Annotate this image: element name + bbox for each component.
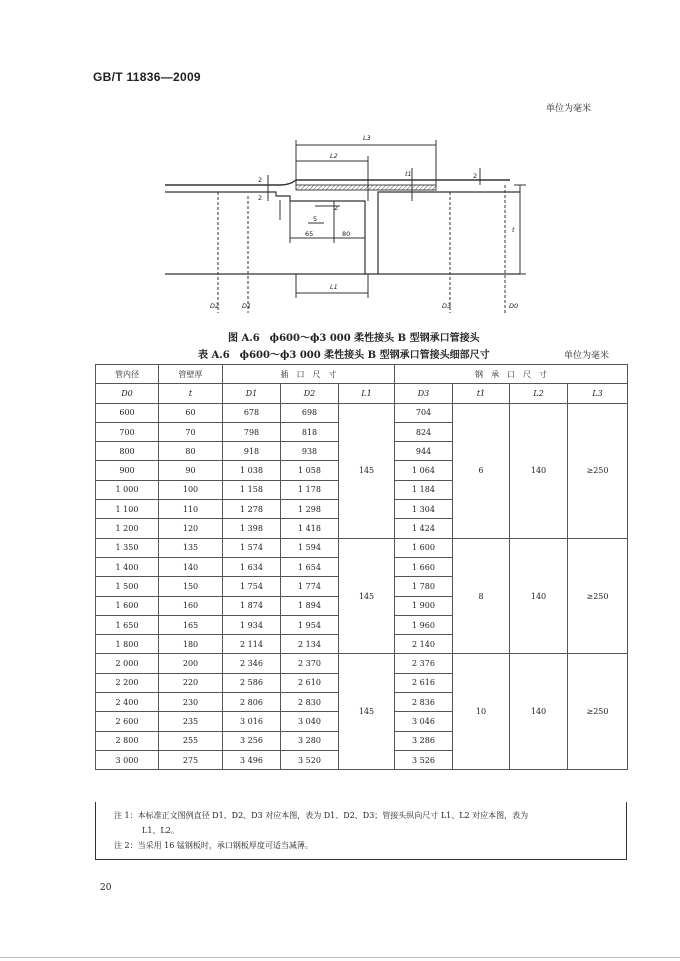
- header-socket: 钢 承 口 尺 寸: [395, 365, 628, 384]
- cell-d2: 698: [281, 403, 339, 422]
- cell-d3: 1 960: [395, 615, 453, 634]
- dim-2-b: 2: [258, 194, 263, 202]
- cell-d1: 3 016: [223, 712, 281, 731]
- cell-t: 220: [159, 673, 223, 692]
- header-spigot: 插 口 尺 寸: [223, 365, 395, 384]
- cell-d0: 2 400: [96, 693, 159, 712]
- label-d1: D1: [242, 302, 252, 310]
- cell-l2: 140: [510, 538, 568, 654]
- cell-d1: 1 574: [223, 538, 281, 557]
- cell-d3: 1 424: [395, 519, 453, 538]
- cell-t: 160: [159, 596, 223, 615]
- cell-d1: 1 278: [223, 500, 281, 519]
- standard-number: GB/T 11836—2009: [93, 70, 201, 84]
- cell-d3: 3 286: [395, 731, 453, 750]
- dim-5: 5: [313, 215, 318, 223]
- cell-d3: 944: [395, 442, 453, 461]
- cell-d1: 1 634: [223, 557, 281, 576]
- header-wall-thickness: 管壁厚: [159, 365, 223, 384]
- cell-d1: 2 586: [223, 673, 281, 692]
- cell-d1: 2 114: [223, 635, 281, 654]
- cell-t: 140: [159, 557, 223, 576]
- dim-2-c: 2: [473, 172, 478, 180]
- cell-d3: 704: [395, 403, 453, 422]
- subheader-d2: D2: [281, 384, 339, 403]
- cell-d3: 1 304: [395, 500, 453, 519]
- cell-t: 110: [159, 500, 223, 519]
- table-row: [96, 403, 628, 422]
- cell-d2: 1 178: [281, 480, 339, 499]
- cell-d3: 2 376: [395, 654, 453, 673]
- cell-d1: 1 754: [223, 577, 281, 596]
- cell-d1: 1 398: [223, 519, 281, 538]
- table-row: [96, 654, 628, 673]
- cell-d3: 1 900: [395, 596, 453, 615]
- cell-d2: 2 370: [281, 654, 339, 673]
- subheader-l3: L3: [568, 384, 628, 403]
- dim-80: 80: [342, 230, 351, 238]
- cell-t: 165: [159, 615, 223, 634]
- cell-t: 275: [159, 750, 223, 769]
- page-number: 20: [100, 883, 112, 893]
- cell-t: 120: [159, 519, 223, 538]
- cell-t: 230: [159, 693, 223, 712]
- cell-d1: 2 806: [223, 693, 281, 712]
- cell-d2: 1 298: [281, 500, 339, 519]
- dim-2-d: 2: [334, 204, 339, 212]
- note-2: 注 2：当采用 16 锰钢板时，承口钢板厚度可适当减薄。: [114, 841, 313, 850]
- cell-d3: 2 616: [395, 673, 453, 692]
- cell-d2: 1 774: [281, 577, 339, 596]
- cell-t: 60: [159, 403, 223, 422]
- subheader-d3: D3: [395, 384, 453, 403]
- cell-t: 100: [159, 480, 223, 499]
- joint-drawing: [150, 128, 530, 336]
- label-t1: t1: [405, 170, 412, 178]
- cell-d0: 800: [96, 442, 159, 461]
- cell-d2: 1 894: [281, 596, 339, 615]
- cell-d1: 798: [223, 422, 281, 441]
- cell-d0: 600: [96, 403, 159, 422]
- cell-l2: 140: [510, 403, 568, 538]
- subheader-row: [96, 384, 628, 403]
- cell-d0: 2 200: [96, 673, 159, 692]
- cell-l1: 145: [339, 538, 395, 654]
- label-l1: L1: [330, 283, 338, 291]
- cell-d0: 1 800: [96, 635, 159, 654]
- table-notes: [95, 802, 627, 860]
- table-unit-label: 单位为毫米: [564, 351, 610, 361]
- footer-rule: [0, 957, 680, 958]
- cell-d0: 1 650: [96, 615, 159, 634]
- figure-caption: 图 A.6 ϕ600～ϕ3 000 柔性接头 B 型钢承口管接头: [228, 333, 480, 344]
- cell-d0: 2 600: [96, 712, 159, 731]
- cell-d3: 3 526: [395, 750, 453, 769]
- cell-d0: 2 000: [96, 654, 159, 673]
- cell-l3: ≥250: [568, 403, 628, 538]
- cell-d1: 678: [223, 403, 281, 422]
- cell-d0: 1 400: [96, 557, 159, 576]
- cell-d2: 938: [281, 442, 339, 461]
- cell-d3: 1 600: [395, 538, 453, 557]
- cell-t: 135: [159, 538, 223, 557]
- cell-t: 235: [159, 712, 223, 731]
- cell-l3: ≥250: [568, 654, 628, 770]
- cell-d0: 1 200: [96, 519, 159, 538]
- label-t: t: [512, 226, 515, 234]
- cell-d1: 3 496: [223, 750, 281, 769]
- dimension-table: [95, 364, 628, 770]
- cell-t: 80: [159, 442, 223, 461]
- cell-d2: 2 610: [281, 673, 339, 692]
- dim-2-a: 2: [258, 176, 263, 184]
- table-row: [96, 538, 628, 557]
- cell-d1: 918: [223, 442, 281, 461]
- cell-d1: 1 934: [223, 615, 281, 634]
- label-l2: L2: [330, 152, 338, 160]
- cell-d2: 3 040: [281, 712, 339, 731]
- cell-d2: 2 830: [281, 693, 339, 712]
- subheader-t1: t1: [453, 384, 510, 403]
- label-d3: D3: [442, 302, 452, 310]
- cell-d2: 2 134: [281, 635, 339, 654]
- cell-d2: 1 418: [281, 519, 339, 538]
- cell-l1: 145: [339, 654, 395, 770]
- cell-t1: 8: [453, 538, 510, 654]
- cell-d2: 1 058: [281, 461, 339, 480]
- subheader-d1: D1: [223, 384, 281, 403]
- cell-t: 180: [159, 635, 223, 654]
- cell-d3: 1 660: [395, 557, 453, 576]
- cell-d0: 1 600: [96, 596, 159, 615]
- header-inner-diameter: 管内径: [96, 365, 159, 384]
- note-1-continued: L1、L2。: [142, 826, 179, 835]
- cell-d2: 1 594: [281, 538, 339, 557]
- cell-l2: 140: [510, 654, 568, 770]
- dim-65: 65: [305, 230, 314, 238]
- cell-d2: 3 280: [281, 731, 339, 750]
- cell-d0: 3 000: [96, 750, 159, 769]
- cell-d0: 1 000: [96, 480, 159, 499]
- label-l3: L3: [363, 134, 371, 142]
- cell-t1: 6: [453, 403, 510, 538]
- unit-label: 单位为毫米: [546, 104, 592, 114]
- table-caption: 表 A.6 ϕ600～ϕ3 000 柔性接头 B 型钢承口管接头细部尺寸: [198, 350, 490, 361]
- cell-d3: 2 140: [395, 635, 453, 654]
- cell-d2: 818: [281, 422, 339, 441]
- subheader-l1: L1: [339, 384, 395, 403]
- cell-t: 200: [159, 654, 223, 673]
- cell-d0: 1 350: [96, 538, 159, 557]
- cell-d0: 900: [96, 461, 159, 480]
- subheader-t: t: [159, 384, 223, 403]
- cell-d3: 1 064: [395, 461, 453, 480]
- cell-d3: 1 184: [395, 480, 453, 499]
- cell-l1: 145: [339, 403, 395, 538]
- cell-d0: 700: [96, 422, 159, 441]
- cell-t: 90: [159, 461, 223, 480]
- cell-d1: 2 346: [223, 654, 281, 673]
- cell-d0: 2 800: [96, 731, 159, 750]
- cell-d1: 1 158: [223, 480, 281, 499]
- cell-d2: 1 654: [281, 557, 339, 576]
- table-body: [96, 403, 628, 770]
- cell-d1: 1 038: [223, 461, 281, 480]
- cell-d1: 3 256: [223, 731, 281, 750]
- cell-d1: 1 874: [223, 596, 281, 615]
- cell-d3: 1 780: [395, 577, 453, 596]
- note-1: 注 1：本标准正文图例直径 D1、D2、D3 对应本图，表为 D1、D2、D3；管接头纵向尺寸 L1、L2 对应本图，表为: [114, 811, 529, 820]
- cell-d3: 3 046: [395, 712, 453, 731]
- cell-d2: 1 954: [281, 615, 339, 634]
- subheader-l2: L2: [510, 384, 568, 403]
- cell-l3: ≥250: [568, 538, 628, 654]
- cell-d0: 1 100: [96, 500, 159, 519]
- label-d0: D0: [509, 302, 519, 310]
- cell-d3: 2 836: [395, 693, 453, 712]
- subheader-d0: D0: [96, 384, 159, 403]
- label-d2: D2: [210, 302, 220, 310]
- cell-t1: 10: [453, 654, 510, 770]
- cell-d2: 3 520: [281, 750, 339, 769]
- cell-t: 70: [159, 422, 223, 441]
- cell-t: 150: [159, 577, 223, 596]
- cell-d3: 824: [395, 422, 453, 441]
- cell-d0: 1 500: [96, 577, 159, 596]
- cell-t: 255: [159, 731, 223, 750]
